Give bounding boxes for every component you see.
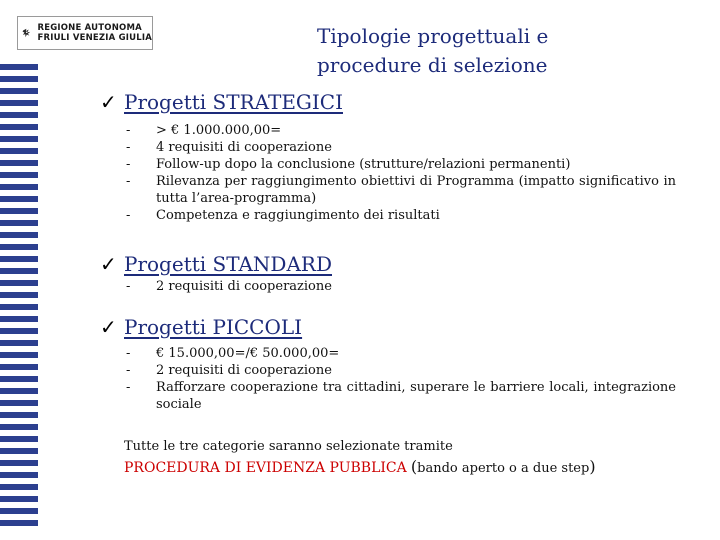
list-item-text: Follow-up dopo la conclusione (strutture/relazioni permanenti) xyxy=(156,157,571,172)
footer-note xyxy=(124,437,684,479)
footer-line-2 xyxy=(124,457,684,479)
dash-bullet: - xyxy=(126,279,131,294)
list-item-text: 4 requisiti di cooperazione xyxy=(156,140,332,155)
list-item xyxy=(124,122,676,139)
list-item-text: Competenza e raggiungimento dei risultati xyxy=(156,208,440,223)
title-line-1: Tipologie progettuali e xyxy=(317,24,549,48)
slide-title xyxy=(317,22,707,80)
procedure-label: PROCEDURA DI EVIDENZA PUBBLICA xyxy=(124,460,407,476)
section-title: Progetti STANDARD xyxy=(124,252,332,276)
section-heading-standard xyxy=(100,252,332,276)
section-list-strategici xyxy=(124,122,676,224)
list-item-text: 2 requisiti di cooperazione xyxy=(156,279,332,294)
list-item xyxy=(124,362,676,379)
section-list-standard xyxy=(124,278,676,295)
section-heading-piccoli xyxy=(100,315,302,339)
section-title: Progetti PICCOLI xyxy=(124,315,303,339)
list-item-text: 2 requisiti di cooperazione xyxy=(156,363,332,378)
dash-bullet: - xyxy=(126,157,131,172)
title-line-2: procedure di selezione xyxy=(317,53,548,77)
checkmark-icon: ✓ xyxy=(100,90,117,114)
list-item xyxy=(124,207,676,224)
eagle-emblem-icon xyxy=(21,18,32,48)
dash-bullet: - xyxy=(126,380,131,395)
dash-bullet: - xyxy=(126,208,131,223)
decorative-stripes xyxy=(0,64,38,530)
paren-open: ( xyxy=(410,457,418,476)
logo-line-2: FRIULI VENEZIA GIULIA xyxy=(37,33,152,43)
logo-line-1: REGIONE AUTONOMA xyxy=(37,23,142,33)
list-item-text: > € 1.000.000,00= xyxy=(156,123,282,138)
dash-bullet: - xyxy=(126,363,131,378)
checkmark-icon: ✓ xyxy=(100,315,117,339)
list-item xyxy=(124,139,676,156)
section-heading-strategici xyxy=(100,90,343,114)
dash-bullet: - xyxy=(126,140,131,155)
paren-close: ) xyxy=(589,457,596,476)
section-list-piccoli xyxy=(124,345,676,413)
region-logo xyxy=(17,16,153,50)
list-item xyxy=(124,379,676,413)
list-item-text: Rilevanza per raggiungimento obiettivi di Programma (impatto significativo in tutta l’area-programma) xyxy=(156,174,676,206)
checkmark-icon: ✓ xyxy=(100,252,117,276)
procedure-detail: bando aperto o a due step xyxy=(417,461,590,476)
dash-bullet: - xyxy=(126,174,131,189)
section-title: Progetti STRATEGICI xyxy=(124,90,343,114)
list-item-text: € 15.000,00=/€ 50.000,00= xyxy=(156,346,340,361)
footer-line-1: Tutte le tre categorie saranno selezionate tramite xyxy=(124,439,453,454)
list-item xyxy=(124,156,676,173)
dash-bullet: - xyxy=(126,123,131,138)
dash-bullet: - xyxy=(126,346,131,361)
list-item xyxy=(124,345,676,362)
list-item xyxy=(124,278,676,295)
list-item-text: Rafforzare cooperazione tra cittadini, superare le barriere locali, integrazione sociale xyxy=(156,380,676,412)
list-item xyxy=(124,173,676,207)
logo-text xyxy=(37,23,152,43)
